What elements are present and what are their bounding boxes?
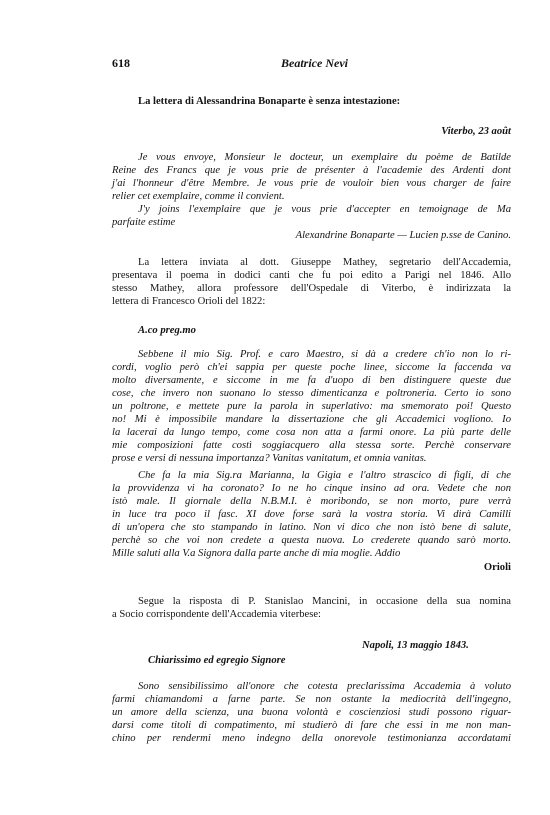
- letter2-line: Sebbene il mio Sig. Prof. e caro Maestro, si dà a credere ch'io non lo ri-: [138, 349, 511, 360]
- letter2-line: la lacerai da lungo tempo, come cosa non atta a farmi onore. La più parte delle: [112, 427, 511, 438]
- letter2-line: molto diversamente, e siccome in me fa d'uopo di ben distinguere queste due: [112, 375, 511, 386]
- letter3-line: darsi come titoli di compatimento, mi studierò di fare che essi in me non man-: [112, 720, 511, 731]
- letter2-line: mie composizioni fatte costì soggiacquero alla stessa sorte. Perchè conservare: [112, 440, 511, 451]
- paragraph-line: stesso Mathey, allora professore dell'Ospedale di Viterbo, è indirizzata la: [112, 283, 511, 294]
- letter2-line: un poltrone, e mettete pure la parola in superlativo: ma smemorato poi! Questo: [112, 401, 511, 412]
- letter3-line: Sono sensibilissimo all'onore che cotesta preclarissima Accademia à voluto: [138, 681, 511, 692]
- page-number: 618: [112, 56, 130, 70]
- letter1-line: relier cet exemplaire, comme il convient.: [112, 191, 285, 202]
- letter2-line: Mille saluti alla V.a Signora dalla parte anche di mia moglie. Addio: [112, 548, 401, 559]
- letter1-line: Je vous envoye, Monsieur le docteur, un exemplaire du poème de Batilde: [138, 152, 511, 163]
- paragraph-line: presentava il poema in dodici canti che fu poi edito a Parigi nel 1846. Allo: [112, 270, 511, 281]
- letter2-line: no! Mi è impossibile mandare la dissertazione che gli Accademici vogliono. Io: [112, 414, 511, 425]
- letter1-line: j'ai l'honneur d'être Membre. Je vous prie de vouloir bien vous charger de faire: [112, 178, 511, 189]
- letter2-line: istò male. Il giornale della N.B.M.I. è moribondo, se non morto, pure verrà: [112, 496, 511, 507]
- paragraph-line: lettera di Francesco Orioli del 1822:: [112, 296, 266, 307]
- letter2-line: cordi, voglio però ch'ei sappia per queste poche linee, siccome la faccenda va: [112, 362, 511, 373]
- letter2-line: perchè so che voi non credete a questa nuova. Lo crederete quando sarò morto.: [112, 535, 511, 546]
- letter2-line: prose e versi di nessuna importanza? Vanitas vanitatum, et omnia vanitas.: [112, 453, 427, 464]
- page-header: [112, 56, 517, 72]
- letter3-place-date: Napoli, 13 maggio 1843.: [362, 640, 469, 651]
- letter2-line: di un'opera che sto stampando in latino. Non vi dico che non istò bene di salute,: [112, 522, 511, 533]
- letter1-line: parfaite estime: [112, 217, 176, 228]
- paragraph-line: a Socio corrispondente dell'Accademia viterbese:: [112, 609, 321, 620]
- letter3-salutation: Chiarissimo ed egregio Signore: [148, 655, 286, 666]
- letter1-place-date: Viterbo, 23 août: [441, 126, 511, 137]
- letter3-line: chino per rendermi meno indegno della onorevole testimonianza accordatami: [112, 733, 511, 744]
- intro-line: La lettera di Alessandrina Bonaparte è senza intestazione:: [138, 96, 401, 107]
- letter2-line: cose, che invero non suonano lo stesso dimenticanza e poltroneria. Certo io sono: [112, 388, 511, 399]
- letter3-line: farmi chiamandomi a farne parte. Se non ostante la mediocrità dell'ingegno,: [112, 694, 511, 705]
- running-title: Beatrice Nevi: [281, 56, 348, 70]
- letter2-line: in luce tra poco il fasc. XI dove forse sarà la vostra storia. Vi dirà Camilli: [112, 509, 511, 520]
- letter1-line: J'y joins l'exemplaire que je vous prie d'accepter en temoignage de Ma: [138, 204, 511, 215]
- letter1-line: Reine des Francs que je vous prie de présenter à l'academie des Ardenti dont: [112, 165, 511, 176]
- letter2-line: la provvidenza vi ha coronato? Io ne ho cinque insino ad ora. Vedete che non: [112, 483, 511, 494]
- letter2-salutation: A.co preg.mo: [138, 325, 196, 336]
- letter3-line: un amore della scienza, una buona volontà e coscienziosi studi possono riguar-: [112, 707, 511, 718]
- paragraph-line: La lettera inviata al dott. Giuseppe Mathey, segretario dell'Accademia,: [138, 257, 511, 268]
- paragraph-line: Segue la risposta di P. Stanislao Mancini, in occasione della sua nomina: [138, 596, 511, 607]
- letter1-signature: Alexandrine Bonaparte — Lucien p.sse de Canino.: [295, 230, 511, 241]
- letter2-line: Che fa la mia Sig.ra Marianna, la Gigia e l'altro strascico di figli, di che: [138, 470, 511, 481]
- letter2-signature: Orioli: [483, 562, 511, 573]
